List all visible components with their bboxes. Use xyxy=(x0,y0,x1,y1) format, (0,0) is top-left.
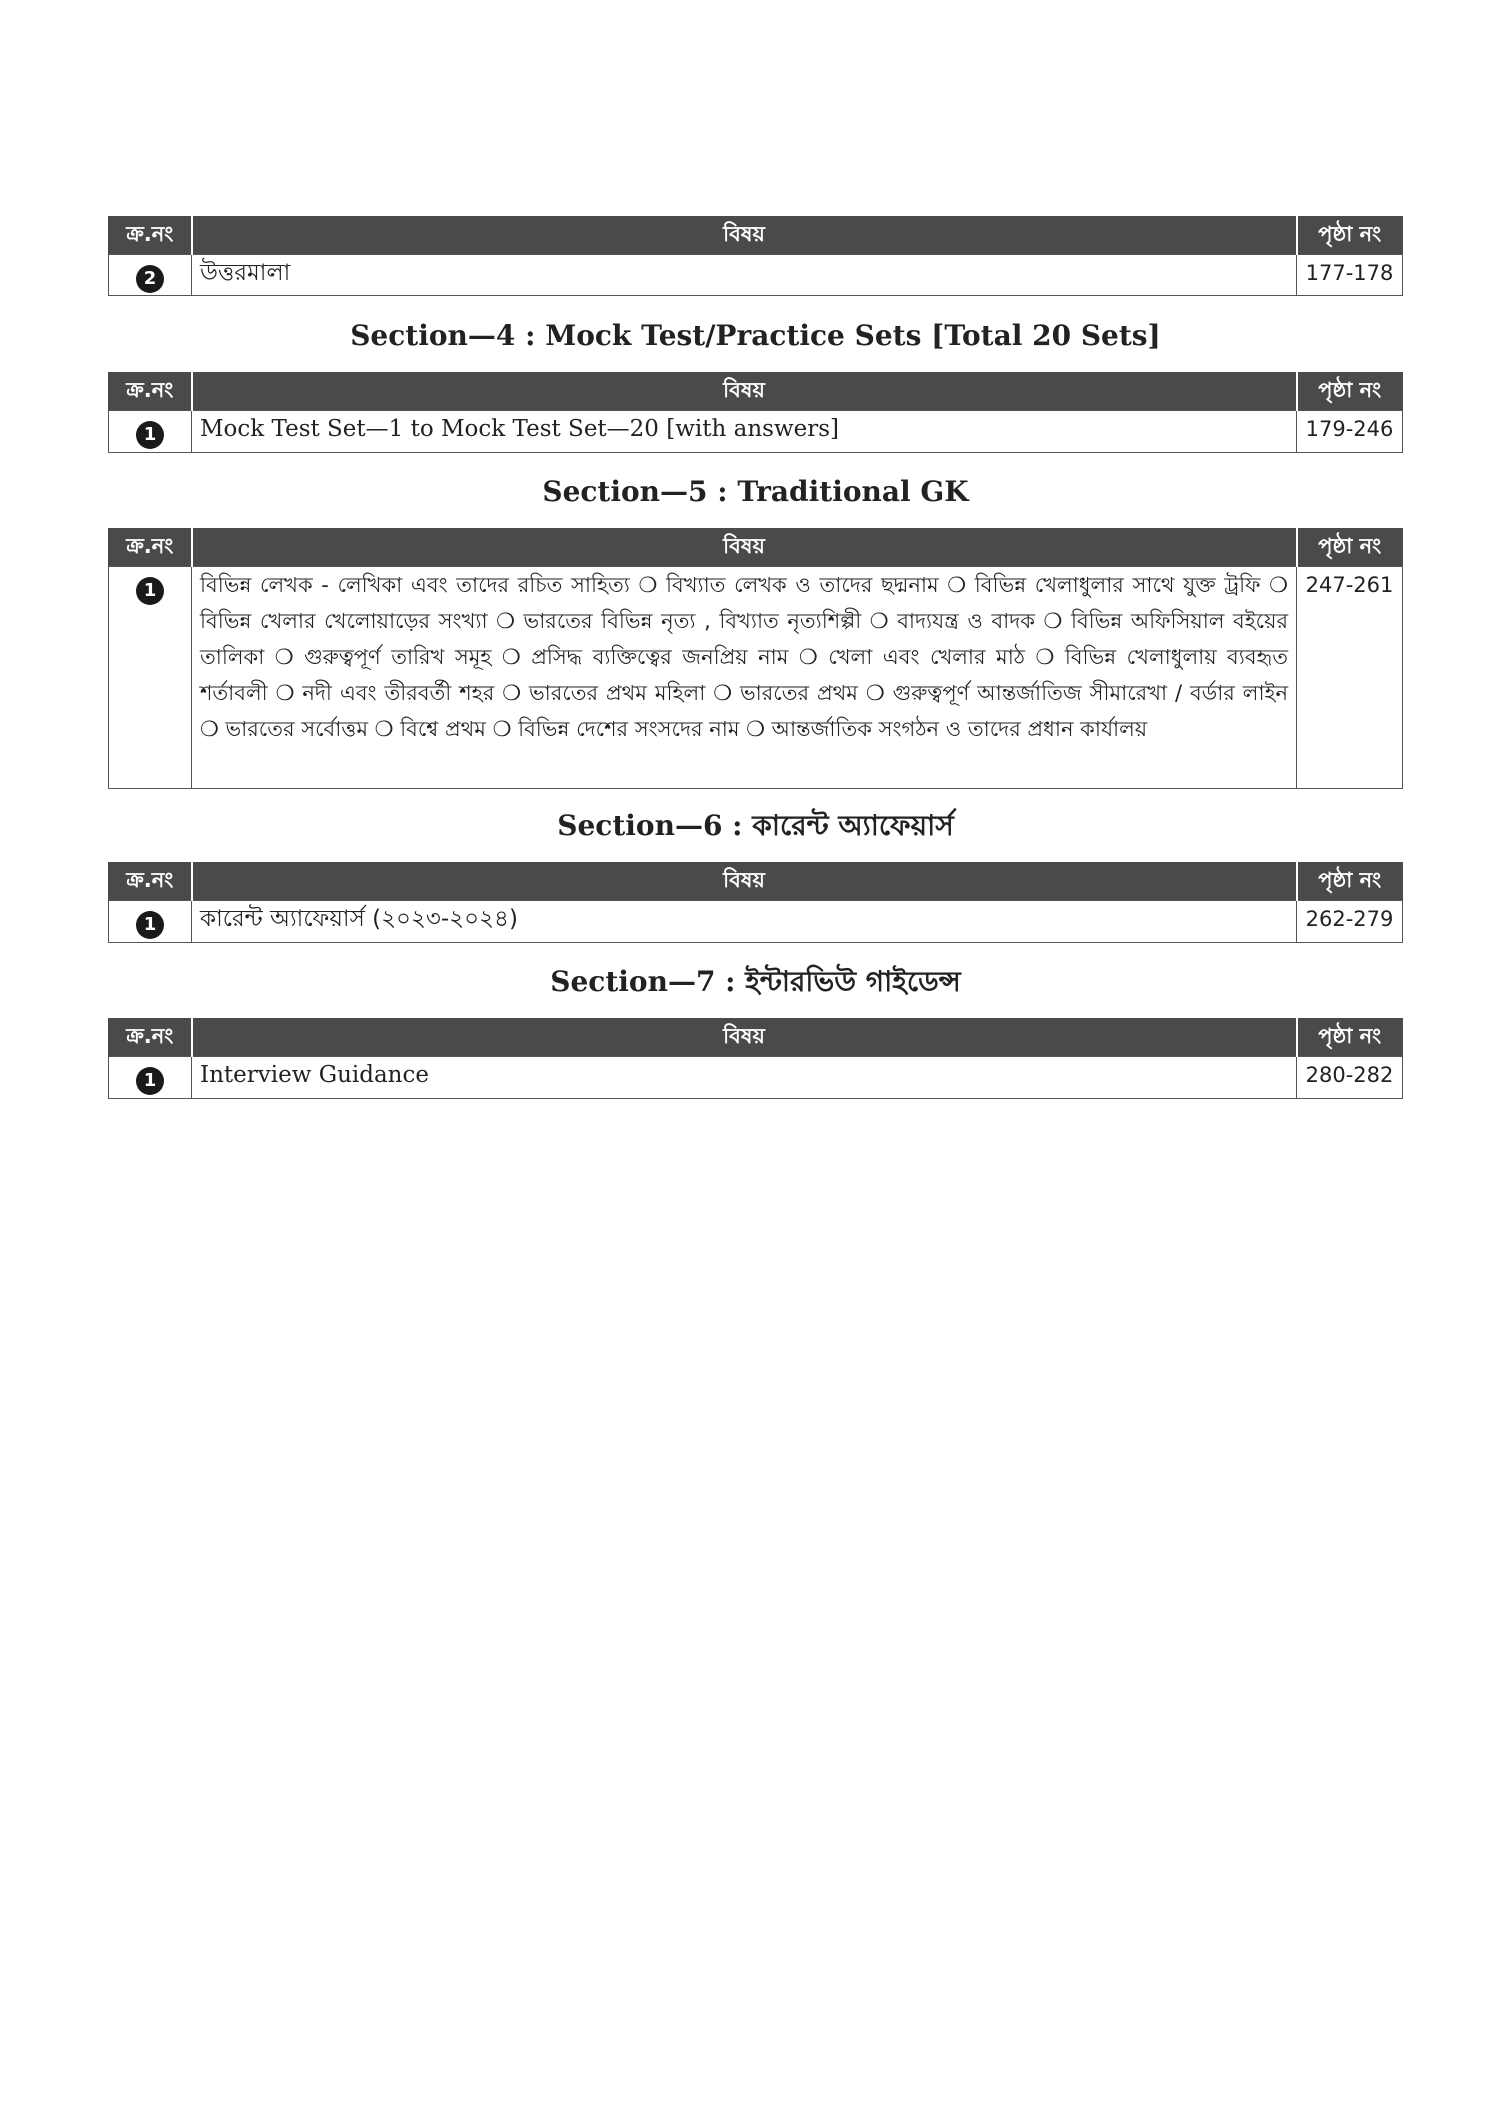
serial-badge: 2 xyxy=(136,265,164,293)
table-row xyxy=(109,1057,1403,1099)
section-4-table xyxy=(108,372,1403,453)
subject-header: বিষয় xyxy=(192,372,1297,411)
table-row xyxy=(109,255,1403,296)
subject-cell: উত্তরমালা xyxy=(192,255,1297,296)
subject-header: বিষয় xyxy=(192,1018,1297,1057)
serial-cell xyxy=(109,255,192,296)
section-6-table-block xyxy=(108,862,1403,943)
table-row xyxy=(109,567,1403,789)
page-header: পৃষ্ঠা নং xyxy=(1297,862,1403,901)
page-header: পৃষ্ঠা নং xyxy=(1297,372,1403,411)
page-header: পৃষ্ঠা নং xyxy=(1297,216,1403,255)
serial-cell xyxy=(109,411,192,453)
serial-cell xyxy=(109,567,192,789)
serial-header: ক্র.নং xyxy=(109,528,192,567)
serial-header: ক্র.নং xyxy=(109,1018,192,1057)
section-7-title: Section—7 : ইন্টারভিউ গাইডেন্স xyxy=(550,965,961,998)
table-header xyxy=(109,1018,1403,1057)
serial-header: ক্র.নং xyxy=(109,862,192,901)
subject-cell: Mock Test Set—1 to Mock Test Set—20 [with answers] xyxy=(192,411,1297,453)
section-6-table xyxy=(108,862,1403,943)
page-cell: 177-178 xyxy=(1297,255,1403,296)
section-6-title: Section—6 : কারেন্ট অ্যাফেয়ার্স xyxy=(557,809,954,842)
subject-header: বিষয় xyxy=(192,216,1297,255)
table-header xyxy=(109,216,1403,255)
answers-table-block xyxy=(108,216,1403,296)
table-row xyxy=(109,411,1403,453)
page-cell: 262-279 xyxy=(1297,901,1403,943)
section-7-table xyxy=(108,1018,1403,1099)
page-header: পৃষ্ঠা নং xyxy=(1297,528,1403,567)
serial-cell xyxy=(109,1057,192,1099)
page-cell: 179-246 xyxy=(1297,411,1403,453)
serial-badge: 1 xyxy=(136,577,164,605)
subject-header: বিষয় xyxy=(192,862,1297,901)
section-5-table-block xyxy=(108,528,1403,789)
table-header xyxy=(109,862,1403,901)
serial-cell xyxy=(109,901,192,943)
page-header: পৃষ্ঠা নং xyxy=(1297,1018,1403,1057)
serial-header: ক্র.নং xyxy=(109,372,192,411)
subject-header: বিষয় xyxy=(192,528,1297,567)
section-4-table-block xyxy=(108,372,1403,453)
subject-cell: Interview Guidance xyxy=(192,1057,1297,1099)
page-cell: 280-282 xyxy=(1297,1057,1403,1099)
table-header xyxy=(109,528,1403,567)
serial-badge: 1 xyxy=(136,1067,164,1095)
table-header xyxy=(109,372,1403,411)
section-5-title: Section—5 : Traditional GK xyxy=(542,475,969,508)
serial-badge: 1 xyxy=(136,421,164,449)
table-row xyxy=(109,901,1403,943)
section-5-table xyxy=(108,528,1403,789)
page-cell: 247-261 xyxy=(1297,567,1403,789)
answers-table xyxy=(108,216,1403,296)
subject-cell: কারেন্ট অ্যাফেয়ার্স (২০২৩-২০২৪) xyxy=(192,901,1297,943)
serial-header: ক্র.নং xyxy=(109,216,192,255)
subject-cell: বিভিন্ন লেখক - লেখিকা এবং তাদের রচিত সাহিত্য ❍ বিখ্যাত লেখক ও তাদের ছদ্মনাম ❍ বিভিন্ন খেলাধুলার সাথে যুক্ত ট্রফি ❍ বিভিন্ন খেলার খেলোয়াড়ের সংখ্যা ❍ ভারতের বিভিন্ন নৃত্য , বিখ্যাত নৃত্যশিল্পী ❍ বাদ্যযন্ত্র ও বাদক ❍ বিভিন্ন অফিসিয়াল বইয়ের তালিকা ❍ গুরুত্বপূর্ণ তারিখ সমূহ ❍ প্রসিদ্ধ ব্যক্তিত্বের জনপ্রিয় নাম ❍ খেলা এবং খেলার মাঠ ❍ বিভিন্ন খেলাধুলায় ব্যবহৃত শর্তাবলী ❍ নদী এবং তীরবর্তী শহর ❍ ভারতের প্রথম মহিলা ❍ ভারতের প্রথম ❍ গুরুত্বপূর্ণ আন্তর্জাতিজ সীমারেখা / বর্ডার লাইন ❍ ভারতের সর্বোত্তম ❍ বিশ্বে প্রথম ❍ বিভিন্ন দেশের সংসদের নাম ❍ আন্তর্জাতিক সংগঠন ও তাদের প্রধান কার্যালয় xyxy=(192,567,1297,789)
section-4-title: Section—4 : Mock Test/Practice Sets [Total 20 Sets] xyxy=(350,319,1161,352)
serial-badge: 1 xyxy=(136,911,164,939)
section-7-table-block xyxy=(108,1018,1403,1099)
